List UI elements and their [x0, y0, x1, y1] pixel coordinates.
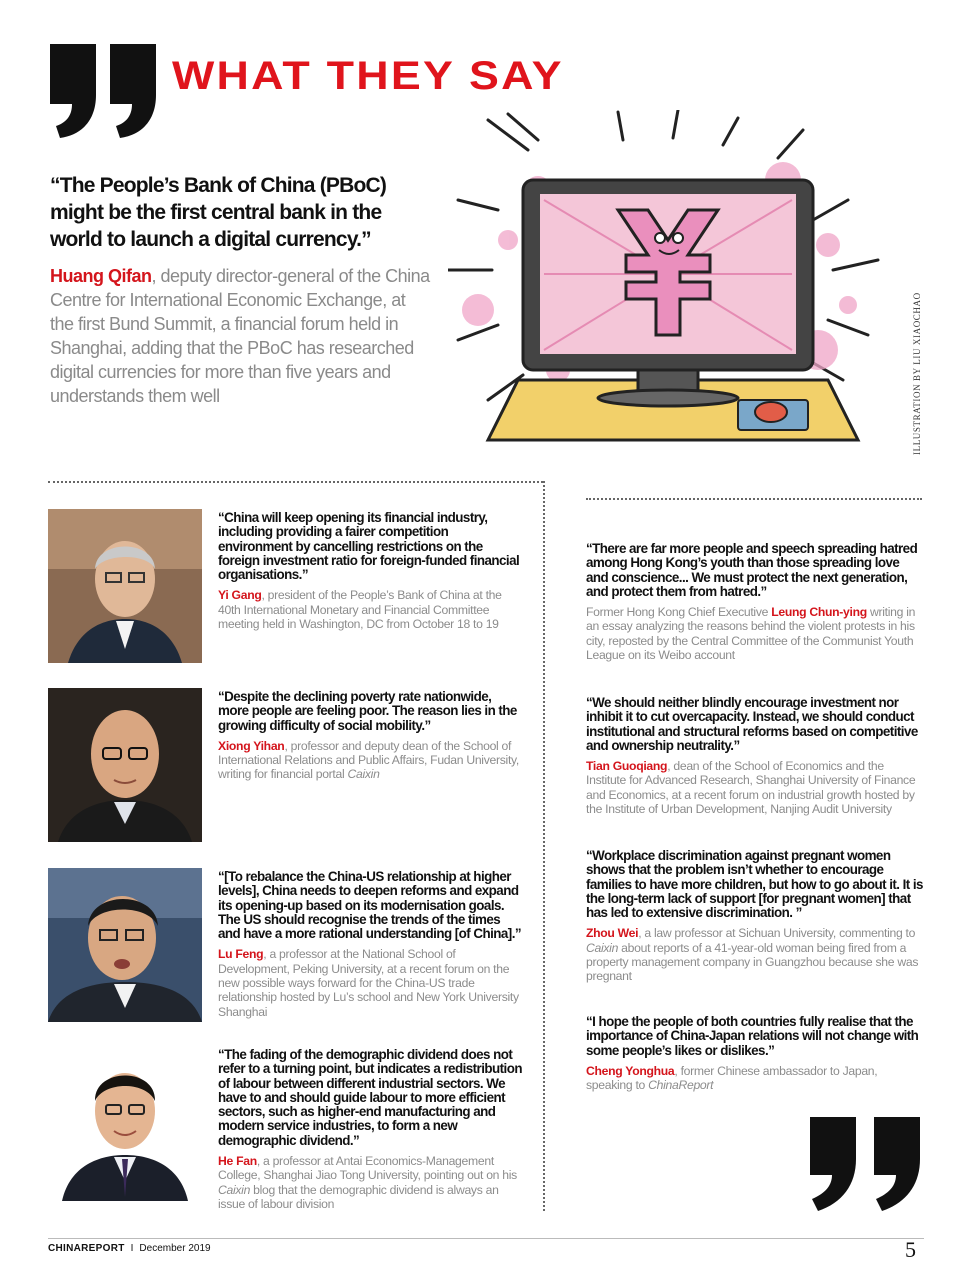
illustration-credit: ILLUSTRATION BY LIU XIAOCHAO — [912, 292, 922, 455]
quote-block — [218, 1048, 523, 1211]
portrait-he-fan — [48, 1047, 202, 1201]
page-number: 5 — [905, 1237, 916, 1262]
speaker-name: Leung Chun-ying — [771, 605, 867, 620]
quote-block — [586, 1015, 924, 1092]
quote-text: “We should neither blindly encourage investment nor inhibit it to cut overcapacity. Instead, we should conduct institutional and structural reforms based on competitive and ownership neutrality.” — [586, 695, 918, 753]
footer-rule — [48, 1238, 924, 1239]
speaker-name: Zhou Wei — [586, 926, 639, 941]
quote-attribution: Cheng Yonghua, former Chinese ambassador to Japan, speaking to ChinaReport — [586, 1063, 878, 1093]
quote-block — [218, 870, 523, 1019]
quote-block — [218, 511, 523, 631]
quote-block — [586, 696, 924, 816]
quote-attribution: Xiong Yihan, professor and deputy dean of the School of International Relations and Public Affairs, Fudan University, writing for financial portal Caixin — [218, 738, 520, 782]
quote-text: “Workplace discrimination against pregnant women shows that the problem isn’t whether to encourage families to have more children, but how to go about it. It is the long-term lack of support [for pregnant women] that has led to extensive discrimination. ” — [586, 848, 923, 921]
column-divider-top — [586, 498, 922, 500]
quote-attribution: Former Hong Kong Chief Executive Leung Chun-ying writing in an essay analyzing the reasons behind the violent protests in his city, reposted by the Central Committee of the Communist Youth League on its Weibo account — [586, 605, 916, 663]
quote-attribution: Lu Feng, a professor at the National School of Development, Peking University, at a recent forum on the new possible ways forward for the China-US trade relationship hosted by Lu’s school and New York University Shanghai — [218, 947, 519, 1019]
speaker-name: Cheng Yonghua — [586, 1063, 675, 1078]
quote-block — [218, 690, 523, 782]
quote-block — [586, 849, 924, 984]
quote-text: “There are far more people and speech spreading hatred among Hong Kong’s youth than those spreading love and conscience... We must protect the next generation, and protect them from hatred.” — [586, 541, 918, 599]
section-divider — [48, 481, 543, 483]
speaker-name: Huang Qifan — [50, 266, 152, 286]
lead-attribution — [50, 264, 430, 408]
issue-date: December 2019 — [139, 1243, 211, 1254]
speaker-name: Xiong Yihan — [218, 738, 285, 753]
yuan-computer-illustration — [448, 110, 898, 465]
quote-text: “China will keep opening its financial industry, including providing a fairer competition environment by cancelling restrictions on the foreign investment ratio for foreign-funded financial organisations.” — [218, 510, 520, 583]
quote-attribution: Yi Gang, president of the People’s Bank of China at the 40th International Monetary and Financial Committee meeting held in Washington, DC from October 18 to 19 — [218, 588, 502, 632]
quote-text: “Despite the declining poverty rate nationwide, more people are feeling poor. The reason lies in the growing difficulty of social mobility.” — [218, 689, 517, 733]
quote-attribution: Zhou Wei, a law professor at Sichuan University, commenting to Caixin about reports of a 41-year-old woman being fired from a property management company in Guangzhou because she was pregnant — [586, 926, 919, 984]
quote-block — [586, 542, 924, 662]
footer-publication: CHINAREPORT I December 2019 — [48, 1243, 211, 1254]
closing-quote-mark-icon — [800, 1115, 930, 1215]
quote-text: “The fading of the demographic dividend does not refer to a turning point, but indicates a redistribution of labour between different industrial sectors. We have to and should guide labour to more efficient sectors, such as higher-end manufacturing and modern service industries, to form a new demographic dividend.” — [218, 1047, 522, 1148]
publication-name: CHINAREPORT — [48, 1243, 125, 1254]
lead-quote: “The People’s Bank of China (PBoC) might be the first central bank in the world to launch a digital currency.” — [50, 174, 387, 251]
speaker-name: Yi Gang — [218, 588, 262, 603]
quote-text: “I hope the people of both countries fully realise that the importance of China-Japan relations will not change with some people’s likes or dislikes.” — [586, 1014, 919, 1058]
quote-text: “[To rebalance the China-US relationship at higher levels], China needs to deepen reforms and expand its opening-up based on its modernisation goals. The US should recognise the trends of the times and have a more rational understanding [of China].” — [218, 869, 522, 942]
speaker-name: Lu Feng — [218, 947, 264, 962]
page-title: WHAT THEY SAY — [172, 54, 564, 98]
column-divider — [543, 481, 545, 1211]
portrait-lu-feng — [48, 868, 202, 1022]
portrait-yi-gang — [48, 509, 202, 663]
speaker-name: He Fan — [218, 1154, 257, 1169]
quote-attribution: Tian Guoqiang, dean of the School of Economics and the Institute for Advanced Research, Shanghai University of Finance and Economics, at a recent forum on industrial growth hosted by the Institute of Urban Development, Nanjing Audit University — [586, 759, 916, 817]
quote-attribution: He Fan, a professor at Antai Economics-Management College, Shanghai Jiao Tong University, pointing out on his Caixin blog that the demographic dividend is always an issue of labour division — [218, 1154, 517, 1211]
attribution-text: , deputy director-general of the China Centre for International Economic Exchange, at the first Bund Summit, a financial forum held in Shanghai, adding that the PBoC has researched digital currencies for more than five years and understands them well — [50, 266, 430, 406]
opening-quote-mark-icon — [46, 40, 166, 140]
speaker-name: Tian Guoqiang — [586, 759, 668, 774]
portrait-xiong-yihan — [48, 688, 202, 842]
